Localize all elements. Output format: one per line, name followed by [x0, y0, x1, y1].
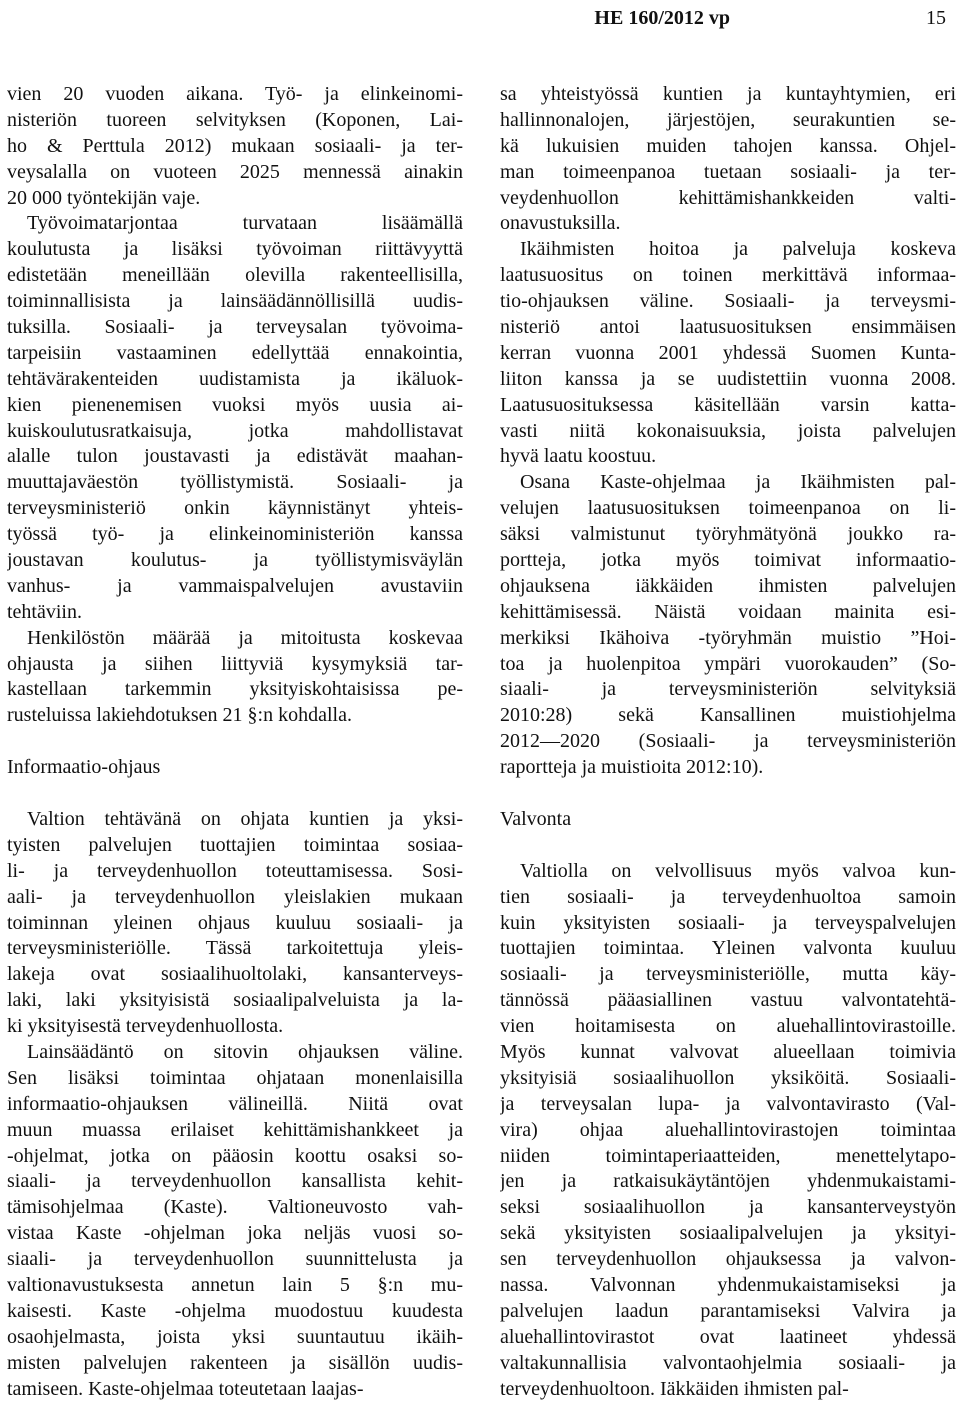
text-line: aali- ja terveydenhuollon yleislakien mukaan: [7, 885, 463, 908]
text-line: tehtäviin.: [7, 600, 82, 623]
text-line: toiminnan yleinen ohjaus kuuluu sosiaali- ja: [7, 911, 463, 934]
text-line: ki yksityisestä terveydenhuollosta.: [7, 1015, 284, 1038]
text-line: terveysministeriölle. Tässä tarkoitettuja yleis-: [7, 937, 463, 960]
text-line: tio-ohjauksen väline. Sosiaali- ja terveysmi-: [500, 290, 956, 313]
text-line: man toimeenpanoa tuetaan sosiaali- ja ter-: [500, 160, 956, 183]
text-line: seksi sosiaalihuollon ja kansanterveystyön: [500, 1196, 956, 1219]
text-line: sekä yksityisten sosiaalipalvelujen ja yksityi-: [500, 1222, 956, 1245]
spacer: [7, 729, 463, 755]
text-line: terveysministeriö onkin käynnistänyt yhteis-: [7, 497, 463, 520]
text-line: Henkilöstön määrää ja mitoitusta koskevaa: [27, 626, 463, 649]
text-line: vasti niitä kokonaisuuksia, joista palvelujen: [500, 419, 956, 442]
paragraph: [500, 859, 956, 1402]
text-line: palvelujen laadun parantamiseksi Valvira ja: [500, 1299, 956, 1322]
text-line: raportteja ja muistioita 2012:10).: [500, 756, 764, 779]
text-line: muuttajaväestön työllistymistä. Sosiaali- ja: [7, 471, 463, 494]
text-line: 20 000 työntekijän vaje.: [7, 186, 201, 209]
text-line: valtionavustuksesta annetun lain 5 §:n mu-: [7, 1273, 463, 1296]
right-column: [500, 82, 956, 1402]
text-line: ohjausta ja siihen liittyviä kysymyksiä tar-: [7, 652, 463, 675]
text-line: vien hoitamisesta on aluehallintovirastoille.: [500, 1015, 956, 1038]
text-line: siaali- ja terveydenhuollon kansallista kehit-: [7, 1170, 463, 1193]
text-line: Valtiolla on velvollisuus myös valvoa kun-: [520, 859, 956, 882]
text-line: koulutusta ja lisäksi työvoiman riittävyyttä: [7, 238, 463, 261]
text-line: misten palvelujen rakenteen ja sisällön uudis-: [7, 1351, 463, 1374]
text-line: Myös kunnat valvovat alueellaan toimivia: [500, 1040, 956, 1063]
text-line: tien sosiaali- ja terveydenhuoltoa samoin: [500, 885, 956, 908]
text-line: merkiksi Ikähoiva -työryhmän muistio ”Hoi-: [500, 626, 956, 649]
text-line: 2010:28) sekä Kansallinen muistiohjelma: [500, 704, 956, 727]
text-line: Osana Kaste-ohjelmaa ja Ikäihmisten pal-: [520, 471, 956, 494]
text-line: terveydenhuoltoon. Iäkkäiden ihmisten pal-: [500, 1377, 849, 1400]
paragraph: [500, 237, 956, 470]
text-line: tämisohjelmaa (Kaste). Valtioneuvosto vah-: [7, 1196, 463, 1219]
text-line: muun muassa erilaiset kehittämishankkeet ja: [7, 1118, 463, 1141]
paragraph: [7, 626, 463, 730]
text-line: Työvoimatarjontaa turvataan lisäämällä: [27, 212, 463, 235]
section-heading-informaatio-ohjaus: Informaatio-ohjaus: [7, 756, 161, 779]
text-line: Lainsäädäntö on sitovin ohjauksen väline.: [27, 1040, 463, 1063]
page-number: 15: [926, 6, 946, 29]
text-line: aluehallintovirastot ovat laatineet yhdessä: [500, 1325, 956, 1348]
text-line: kerran vuonna 2001 yhdessä Suomen Kunta-: [500, 341, 956, 364]
spacer: [500, 781, 956, 807]
text-line: toiminnallisista ja lainsäädännöllisillä uudis-: [7, 290, 463, 313]
text-line: hyvä laatu koostuu.: [500, 445, 657, 468]
text-line: Ikäihmisten hoitoa ja palveluja koskeva: [520, 238, 956, 261]
text-line: laki, laki yksityisistä sosiaalipalveluista ja la-: [7, 989, 463, 1012]
text-line: Sen lisäksi toimintaa ohjataan monenlaisilla: [7, 1066, 463, 1089]
text-line: nassa. Valvonnan yhdenmukaistamiseksi ja: [500, 1273, 956, 1296]
text-line: nisteriön tuoreen selvityksen (Koponen, Lai-: [7, 108, 463, 131]
section-heading-valvonta: Valvonta: [500, 807, 572, 830]
text-line: liiton kanssa ja se uudistettiin vuonna 2008.: [500, 367, 956, 390]
text-line: tehtävärakenteiden uudistamista ja ikäluok-: [7, 367, 463, 390]
text-line: tännössä pääasiallinen vastuu valvontatehtä-: [500, 989, 956, 1012]
text-line: tuksilla. Sosiaali- ja terveysalan työvoima-: [7, 316, 463, 339]
text-line: onavustuksilla.: [500, 212, 621, 235]
text-line: ohjauksena iäkkäiden ihmisten palvelujen: [500, 574, 956, 597]
text-line: veydenhuollon kehittämishankkeiden valti-: [500, 186, 956, 209]
text-line: laatusuositus on toinen merkittävä informaa-: [500, 264, 956, 287]
paragraph: [500, 82, 956, 237]
text-line: vistaa Kaste -ohjelman joka neljäs vuosi so-: [7, 1222, 463, 1245]
paragraph: [7, 1040, 463, 1402]
text-line: veysalalla on vuoteen 2025 mennessä ainakin: [7, 160, 463, 183]
text-line: vanhus- ja vammaispalvelujen avustaviin: [7, 574, 463, 597]
text-line: hallinnonalojen, järjestöjen, seurakuntien se-: [500, 108, 956, 131]
text-line: kä lukuisien muiden tahojen kanssa. Ohjel-: [500, 134, 956, 157]
text-line: -ohjelmat, jotka on pääosin koottu osaksi so-: [7, 1144, 463, 1167]
text-line: kastellaan tarkemmin yksityiskohtaisissa pe-: [7, 678, 463, 701]
text-line: valtakunnallisia valvontaohjelmia sosiaali- ja: [500, 1351, 956, 1374]
text-line: sen terveydenhuollon ohjauksessa ja valvon-: [500, 1248, 956, 1271]
text-line: sa yhteistyössä kuntien ja kuntayhtymien, eri: [500, 83, 956, 105]
text-line: portteja, jotka myös toimivat informaatio-: [500, 549, 956, 572]
text-line: joustavan koulutus- ja työllistymisväylän: [7, 549, 463, 572]
text-line: Laatusuosituksessa käsitellään varsin katta-: [500, 393, 956, 416]
text-line: säksi valmistunut työryhmätyönä joukko ra-: [500, 523, 956, 546]
page-header: [594, 4, 946, 32]
text-line: toa ja huolenpitoa ympäri vuorokauden” (So-: [500, 652, 956, 675]
spacer: [500, 833, 956, 859]
text-line: jen ja ratkaisukäytäntöjen yhdenmukaistami-: [500, 1170, 956, 1193]
text-line: yksityisiä sosiaalihuollon yksiköitä. Sosiaali-: [500, 1066, 956, 1089]
text-line: tuottajien toimintaa. Yleinen valvonta kuuluu: [500, 937, 956, 960]
text-line: 2012—2020 (Sosiaali- ja terveysministeriön: [500, 730, 956, 753]
text-line: tyisten palvelujen tuottajien toimintaa sosiaa-: [7, 833, 463, 856]
text-line: vira) ohjaa aluehallintovirastojen toimintaa: [500, 1118, 956, 1141]
text-line: kien pienenemisen vuoksi myös uusia ai-: [7, 393, 463, 416]
paragraph: [500, 470, 956, 781]
text-line: rusteluissa lakiehdotuksen 21 §:n kohdalla.: [7, 704, 352, 727]
text-line: ho & Perttula 2012) mukaan sosiaali- ja ter-: [7, 134, 463, 157]
text-line: kaisesti. Kaste -ohjelma muodostuu kuudesta: [7, 1299, 463, 1322]
text-line: alalle tulon joustavasti ja edistävät maahan-: [7, 445, 463, 468]
text-line: osaohjelmasta, joista yksi suuntautuu ikäih-: [7, 1325, 463, 1348]
paragraph: [7, 82, 463, 626]
left-column: [7, 82, 463, 1402]
text-line: Valtion tehtävänä on ohjata kuntien ja yksi-: [27, 807, 463, 830]
text-line: nisteriö antoi laatusuosituksen ensimmäisen: [500, 316, 956, 339]
text-line: edistetään meneillään olevilla rakenteellisilla,: [7, 264, 463, 287]
spacer: [7, 781, 463, 807]
document-id: HE 160/2012 vp: [594, 6, 730, 29]
text-line: ja terveysalan lupa- ja valvontavirasto (Val-: [500, 1092, 956, 1115]
text-line: vien 20 vuoden aikana. Työ- ja elinkeinomi-: [7, 83, 463, 105]
text-line: lakeja ovat sosiaalihuoltolaki, kansanterveys-: [7, 963, 463, 986]
text-line: siaali- ja terveydenhuollon suunnittelusta ja: [7, 1248, 463, 1271]
text-line: työssä työ- ja elinkeinoministeriön kanssa: [7, 523, 463, 546]
text-line: tamiseen. Kaste-ohjelmaa toteutetaan laajas-: [7, 1377, 364, 1400]
text-line: niiden toimintaperiaatteiden, menettelytapo-: [500, 1144, 956, 1167]
text-line: kehittämisessä. Näistä voidaan mainita esi-: [500, 600, 956, 623]
paragraph: [7, 807, 463, 1040]
text-line: siaali- ja terveysministeriön selvityksiä: [500, 678, 956, 701]
text-line: kuiskoulutusratkaisuja, jotka mahdollistavat: [7, 419, 463, 442]
text-line: sosiaali- ja terveysministeriölle, mutta käy-: [500, 963, 956, 986]
text-line: informaatio-ohjauksen välineillä. Niitä ovat: [7, 1092, 463, 1115]
text-line: kuin yksityisten sosiaali- ja terveyspalvelujen: [500, 911, 956, 934]
text-line: li- ja terveydenhuollon toteuttamisessa. Sosi-: [7, 859, 463, 882]
text-line: tarpeisiin vastaaminen edellyttää ennakointia,: [7, 341, 463, 364]
text-line: velujen laatusuosituksen toimeenpanoa on li-: [500, 497, 956, 520]
